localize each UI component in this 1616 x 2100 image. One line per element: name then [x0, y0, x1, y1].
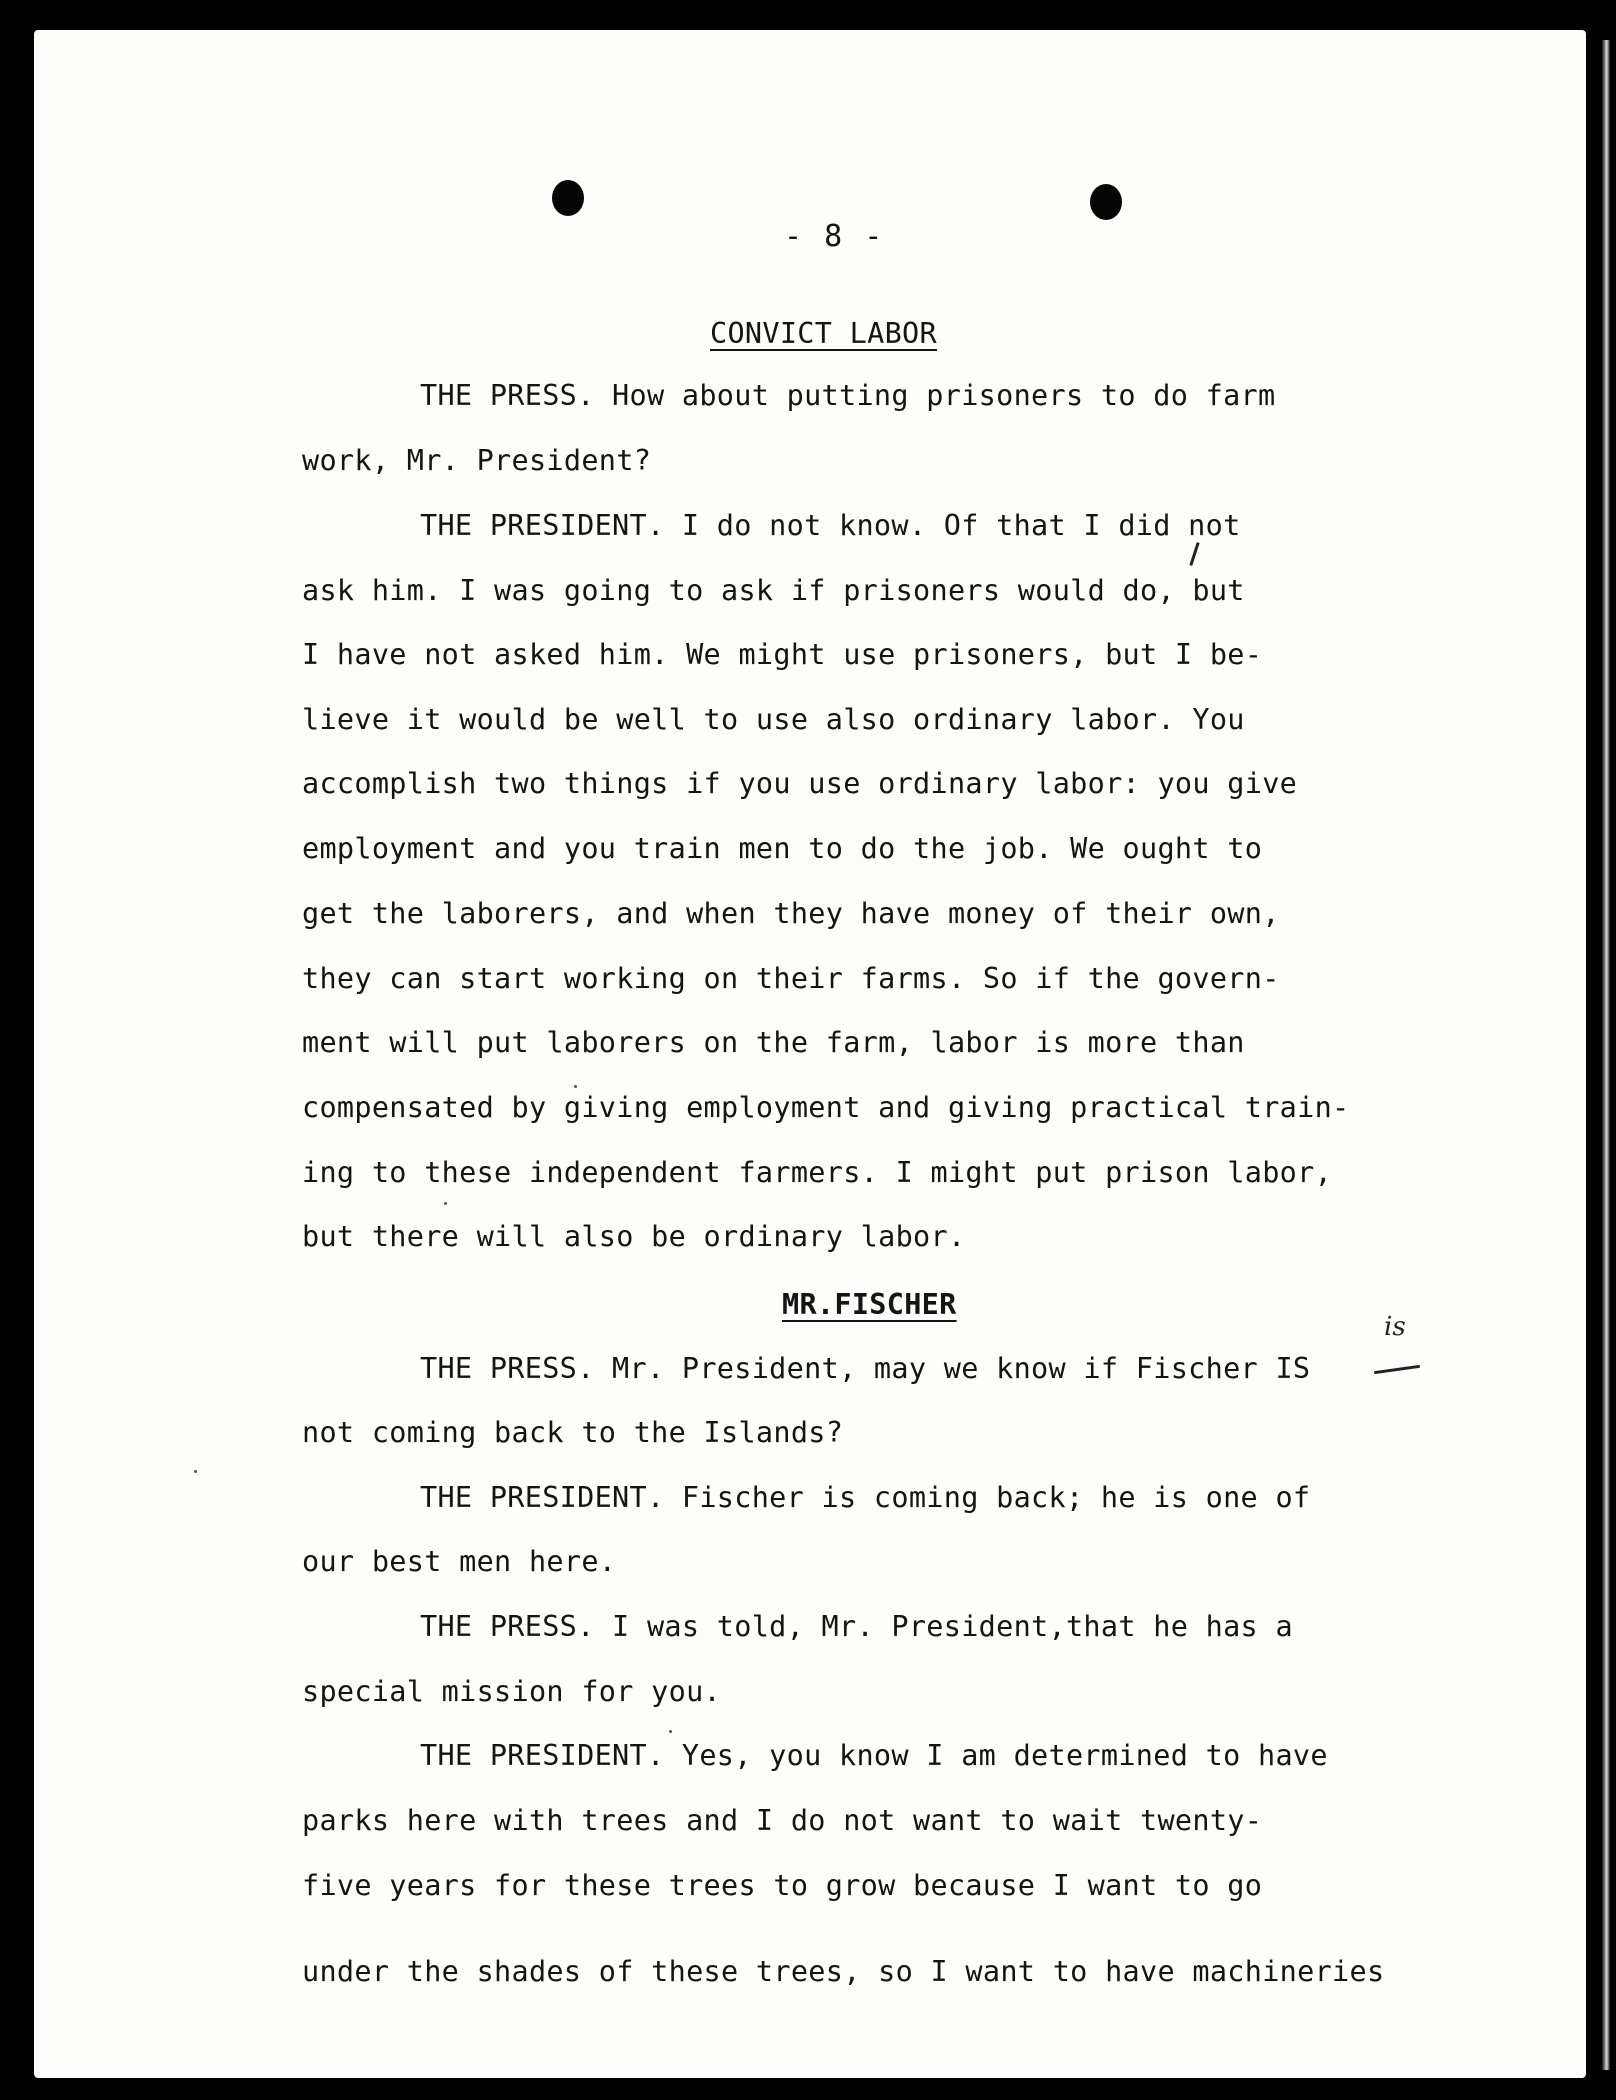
paragraph-line: THE PRESIDENT. Fischer is coming back; he is one of: [420, 1481, 1311, 1514]
paragraph-line: ment will put laborers on the farm, labor is more than: [302, 1026, 1245, 1059]
paragraph-line: ing to these independent farmers. I might put prison labor,: [302, 1156, 1333, 1189]
paragraph-line: THE PRESIDENT. I do not know. Of that I did not: [420, 509, 1241, 542]
section-heading-convict-labor: CONVICT LABOR: [710, 317, 937, 350]
paragraph-line: ask him. I was going to ask if prisoners would do, but: [302, 574, 1245, 607]
handwritten-correction: is: [1384, 1312, 1406, 1342]
page-number: - 8 -: [784, 219, 885, 254]
strikethrough-mark: [1374, 1365, 1420, 1374]
paper-speck: [574, 1085, 577, 1088]
paper-speck: [444, 1202, 447, 1205]
paragraph-line: THE PRESS. Mr. President, may we know if Fischer IS: [420, 1352, 1311, 1385]
paragraph-line: work, Mr. President?: [302, 444, 652, 477]
punch-hole-left: [552, 180, 584, 216]
paper-speck: [669, 1730, 672, 1733]
paragraph-line: accomplish two things if you use ordinary labor: you give: [302, 767, 1298, 800]
paragraph-line: under the shades of these trees, so I want to have machineries: [302, 1955, 1385, 1988]
paragraph-line: lieve it would be well to use also ordinary labor. You: [302, 703, 1245, 736]
paper-sheet: [34, 30, 1586, 2078]
paragraph-line: get the laborers, and when they have money of their own,: [302, 897, 1280, 930]
paragraph-line: I have not asked him. We might use prisoners, but I be-: [302, 638, 1263, 671]
paragraph-line: THE PRESS. I was told, Mr. President,that he has a: [420, 1610, 1293, 1643]
paper-speck: [194, 1470, 197, 1473]
paragraph-line: five years for these trees to grow because I want to go: [302, 1869, 1263, 1902]
paragraph-line: not coming back to the Islands?: [302, 1416, 844, 1449]
paragraph-line: parks here with trees and I do not want to wait twenty-: [302, 1804, 1263, 1837]
paragraph-line: compensated by giving employment and giving practical train-: [302, 1091, 1350, 1124]
paragraph-line: THE PRESIDENT. Yes, you know I am determined to have: [420, 1739, 1328, 1772]
page-edge-shadow: [1602, 40, 1610, 2070]
section-heading-mr-fischer: MR.FISCHER: [782, 1288, 957, 1321]
paragraph-line: our best men here.: [302, 1545, 617, 1578]
paragraph-line: THE PRESS. How about putting prisoners to do farm: [420, 379, 1276, 412]
handwritten-tick-mark: [1189, 542, 1199, 566]
paragraph-line: employment and you train men to do the job. We ought to: [302, 832, 1263, 865]
punch-hole-right: [1090, 184, 1122, 220]
paragraph-line: special mission for you.: [302, 1675, 722, 1708]
paragraph-line: but there will also be ordinary labor.: [302, 1220, 966, 1253]
paragraph-line: they can start working on their farms. So if the govern-: [302, 962, 1280, 995]
